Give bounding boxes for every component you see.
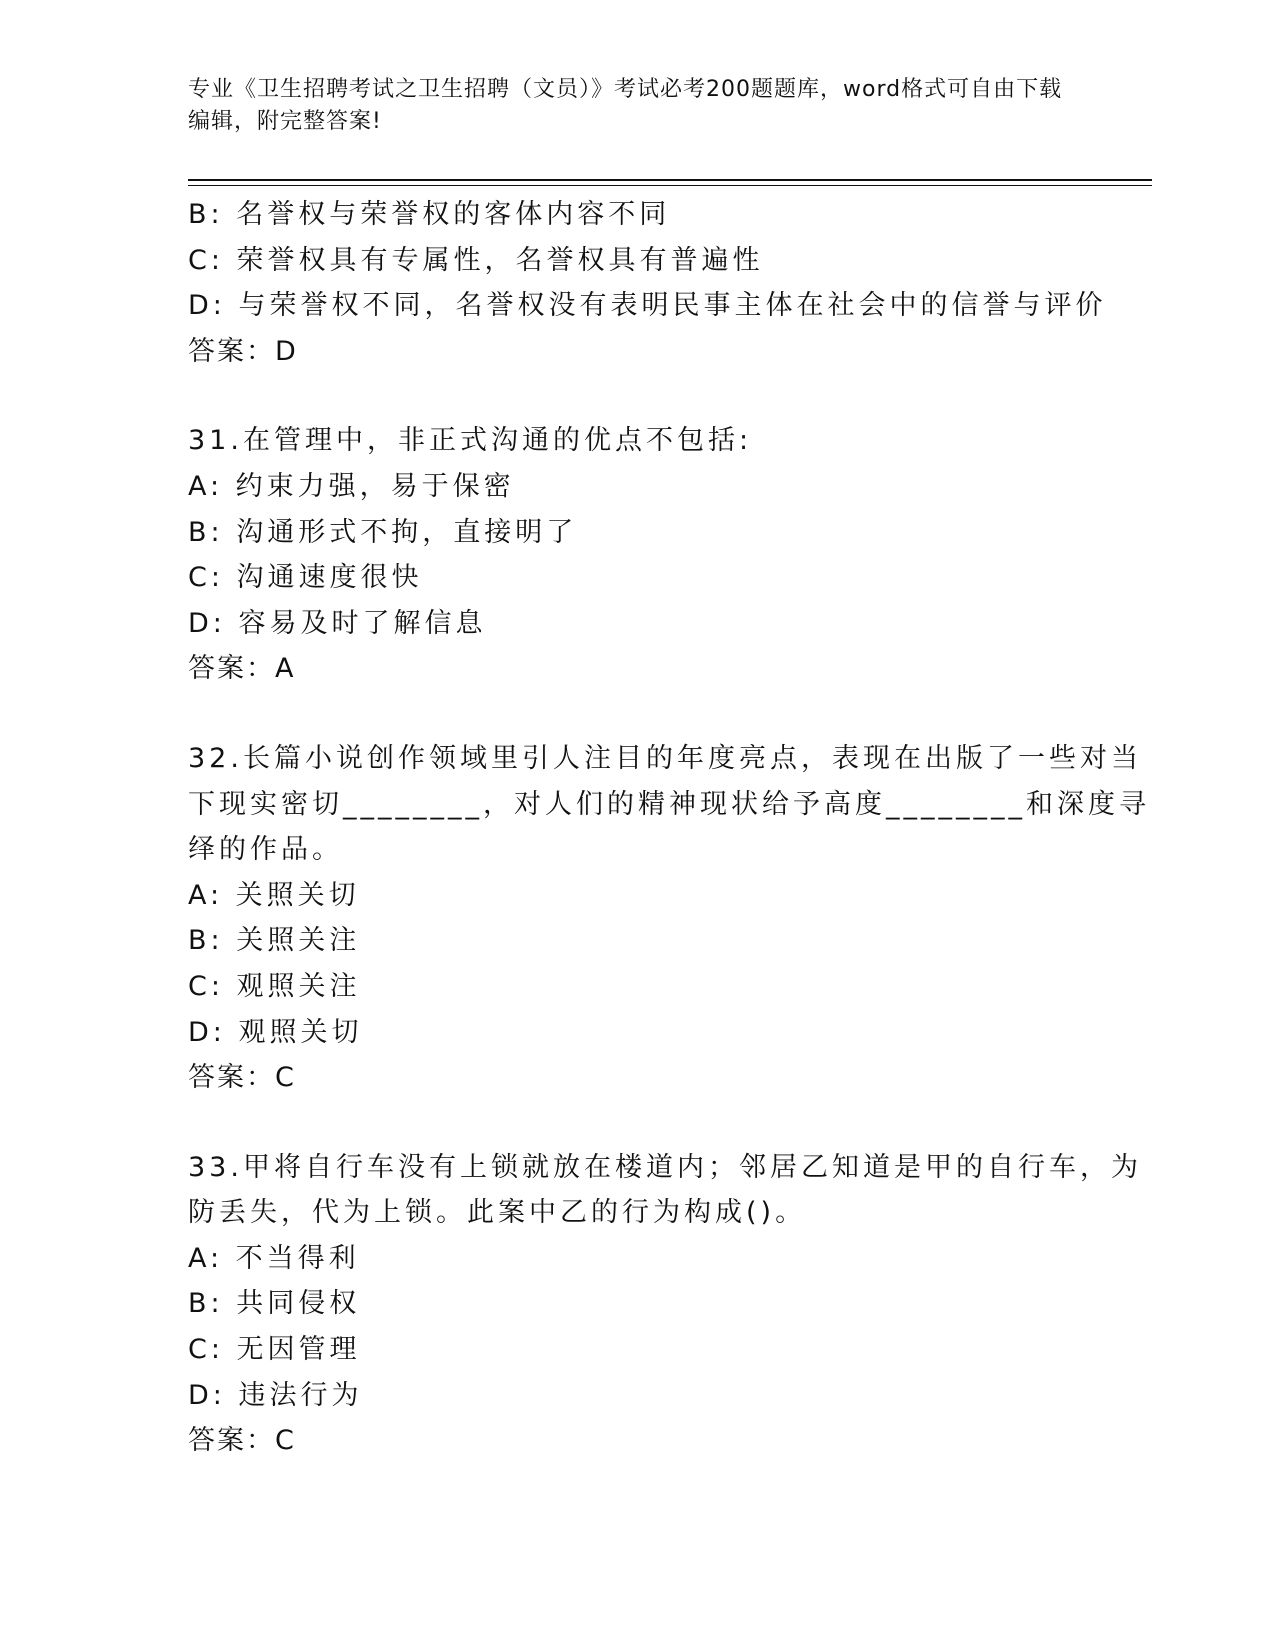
option-d: D: 观照关切 — [188, 1016, 363, 1048]
option-c: C: 观照关注 — [188, 970, 361, 1002]
option-d: D: 违法行为 — [188, 1379, 363, 1411]
option-c: C: 沟通速度很快 — [188, 562, 423, 594]
question-stem-line: 32.长篇小说创作领域里引人注目的年度亮点，表现在出版了一些对当 — [188, 742, 1142, 774]
option-d: D: 与荣誉权不同，名誉权没有表明民事主体在社会中的信誉与评价 — [188, 290, 1107, 322]
spacer — [188, 374, 1088, 418]
question-content — [188, 192, 1150, 1464]
option-b: B: 关照关注 — [188, 925, 361, 957]
header-divider-thick — [188, 179, 1152, 181]
question-stem-line: 绎的作品。 — [188, 834, 343, 866]
question-33 — [188, 1145, 1142, 1464]
answer: 答案：D — [188, 335, 298, 367]
question-stem: 31.在管理中，非正式沟通的优点不包括: — [188, 425, 753, 457]
answer: 答案：C — [188, 1425, 296, 1457]
question-31 — [188, 418, 1088, 692]
option-a: A: 关照关切 — [188, 879, 360, 911]
prev-question-block — [188, 192, 1107, 374]
option-c: C: 无因管理 — [188, 1334, 361, 1366]
option-d: D: 容易及时了解信息 — [188, 607, 487, 639]
spacer — [188, 1101, 1088, 1145]
spacer — [188, 692, 1088, 736]
option-c: C: 荣誉权具有专属性，名誉权具有普遍性 — [188, 244, 764, 276]
answer: 答案：A — [188, 653, 296, 685]
option-b: B: 共同侵权 — [188, 1288, 361, 1320]
option-a: A: 约束力强，易于保密 — [188, 470, 515, 502]
option-a: A: 不当得利 — [188, 1242, 360, 1274]
option-b: B: 名誉权与荣誉权的客体内容不同 — [188, 199, 671, 230]
answer: 答案：C — [188, 1062, 296, 1094]
header-divider-thin — [188, 185, 1152, 186]
option-b: B: 沟通形式不拘，直接明了 — [188, 516, 578, 548]
question-32 — [188, 736, 1150, 1101]
document-header: 专业《卫生招聘考试之卫生招聘（文员）》考试必考200题题库，word格式可自由下载编辑，附完整答案! — [188, 77, 1063, 134]
question-stem-line: 33.甲将自行车没有上锁就放在楼道内；邻居乙知道是甲的自行车，为 — [188, 1151, 1142, 1183]
question-stem-line: 防丢失，代为上锁。此案中乙的行为构成()。 — [188, 1197, 807, 1229]
question-stem-line: 下现实密切________，对人们的精神现状给予高度________和深度寻 — [188, 788, 1150, 820]
